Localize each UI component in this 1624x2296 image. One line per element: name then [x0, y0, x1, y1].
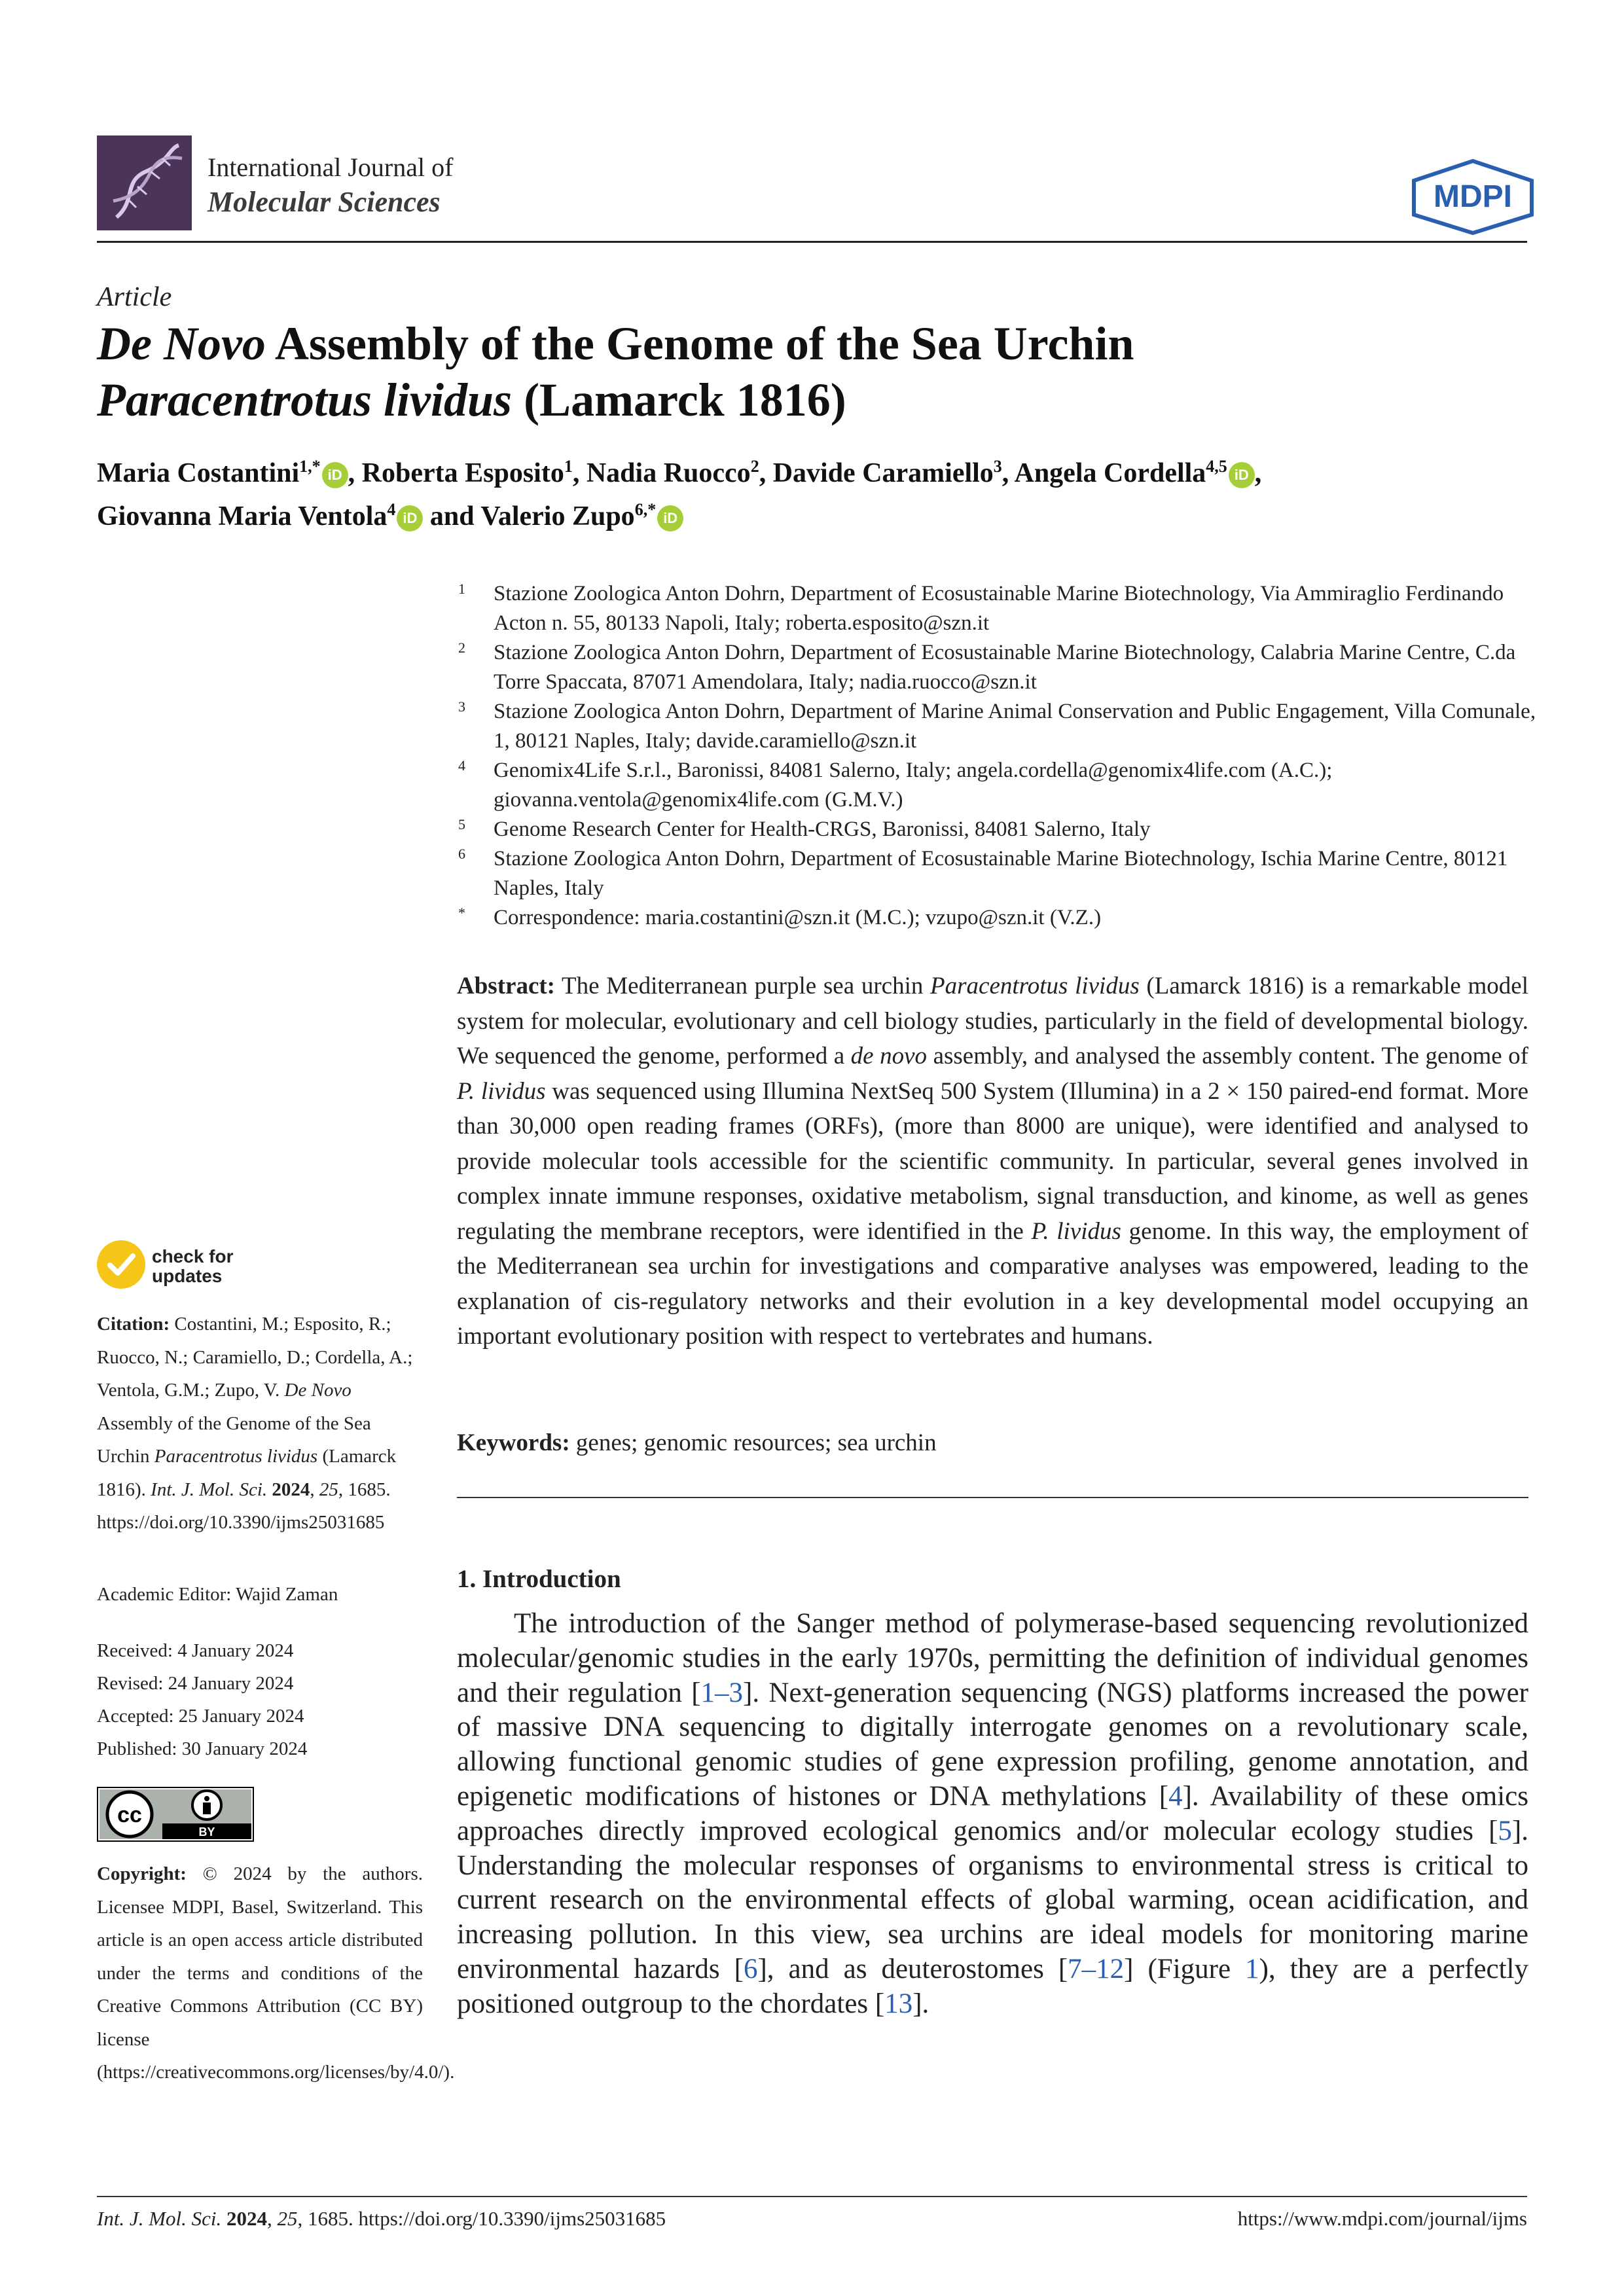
date-revised: Revised: 24 January 2024 — [97, 1673, 294, 1694]
abstract-species: P. lividus — [457, 1077, 546, 1105]
article-type: Article — [97, 282, 172, 312]
title-part-italic-3: Paracentrotus lividus — [97, 374, 513, 426]
author-name: Davide Caramiello — [772, 458, 994, 488]
affiliation-number: 5 — [458, 816, 465, 833]
check-updates-line2: updates — [152, 1266, 223, 1286]
date-received: Received: 4 January 2024 — [97, 1640, 294, 1661]
header-rule — [97, 241, 1527, 243]
section-heading-introduction: 1. Introduction — [457, 1565, 621, 1593]
check-for-updates-label[interactable] — [152, 1247, 234, 1286]
abstract-text: genome. In this way, the employment of the Mediterranean sea urchin for investigations and comparative analyses was empowered, leading to the explanation of cis-regulatory networks and their evolution in a key developmental model occupying an important evolutionary position with respect to vertebrates and humans. — [457, 1217, 1528, 1350]
affiliation-text: Stazione Zoologica Anton Dohrn, Department of Marine Animal Conservation and Public Engagement, Villa Comunale, 1, 80121 Naples, Italy; davide.caramiello@szn.it — [494, 700, 1536, 753]
author-affiliation-sup: 1 — [564, 457, 573, 476]
title-part-italic-1: De Novo — [97, 317, 266, 370]
footer-sep: , — [267, 2207, 278, 2230]
footer-journal-url[interactable]: https://www.mdpi.com/journal/ijms — [1237, 2207, 1527, 2230]
citation-block — [97, 1308, 423, 1539]
citation-link[interactable]: 1–3 — [700, 1677, 744, 1708]
cc-by-license-badge[interactable] — [97, 1787, 254, 1842]
intro-text: ]. Availability of these omics approaches directly improved ecological genomics and/or molecular ecology studies [ — [457, 1780, 1528, 1846]
citation-link[interactable]: 7–12 — [1068, 1953, 1125, 1984]
author-separator: , — [1254, 458, 1262, 488]
affiliation-number: 3 — [458, 698, 465, 715]
author-affiliation-sup: 4,5 — [1206, 457, 1227, 476]
orcid-icon[interactable]: iD — [1229, 462, 1255, 488]
affiliation-number: 4 — [458, 757, 465, 774]
author-separator: and — [423, 501, 481, 531]
footer-doi[interactable]: , 1685. https://doi.org/10.3390/ijms25031685 — [297, 2207, 666, 2230]
orcid-icon[interactable]: iD — [322, 462, 348, 488]
citation-link[interactable]: 6 — [743, 1953, 758, 1984]
author-name: Angela Cordella — [1014, 458, 1206, 488]
citation-text: De Novo — [284, 1380, 352, 1401]
author-affiliation-sup: 2 — [750, 457, 759, 476]
intro-text: ], and as deuterostomes [ — [757, 1953, 1068, 1984]
introduction-paragraph — [457, 1607, 1528, 2022]
author-name: Maria Costantini — [97, 458, 300, 488]
author-name: Nadia Ruocco — [586, 458, 751, 488]
affiliation-item — [458, 579, 1538, 638]
footer-rule — [97, 2196, 1527, 2197]
author-affiliation-sup: 3 — [993, 457, 1002, 476]
affiliation-item — [458, 815, 1538, 844]
author-list — [97, 448, 1527, 535]
citation-text: , — [310, 1479, 319, 1500]
citation-text: Int. J. Mol. Sci. — [151, 1479, 268, 1500]
citation-link[interactable]: 5 — [1498, 1815, 1512, 1846]
copyright-text: © 2024 by the authors. Licensee MDPI, Basel, Switzerland. This article is an open access article distributed under the terms and conditions of the Creative Commons Attribution (CC BY) license (https://creativecommons.org/licenses/by/4.0/). — [97, 1863, 455, 2083]
abstract-rule — [457, 1497, 1528, 1498]
affiliation-item — [458, 844, 1538, 903]
title-part-4: (Lamarck 1816) — [512, 374, 846, 426]
mdpi-logo[interactable] — [1407, 157, 1538, 236]
keywords-text: genes; genomic resources; sea urchin — [569, 1429, 937, 1456]
abstract-species: Paracentrotus lividus — [930, 973, 1140, 999]
figure-link[interactable]: 1 — [1245, 1953, 1259, 1984]
abstract — [457, 969, 1528, 1354]
affiliation-number: 6 — [458, 846, 465, 862]
journal-name-line1: International Journal of — [208, 152, 454, 182]
intro-text: ] (Figure — [1124, 1953, 1246, 1984]
abstract-text: The Mediterranean purple sea urchin — [555, 973, 931, 999]
title-part-2: Assembly of the Genome of the Sea Urchin — [265, 317, 1134, 370]
journal-logo — [97, 135, 192, 230]
citation-text: 25 — [319, 1479, 338, 1500]
intro-text: ]. Next-generation sequencing (NGS) platforms increased the power of massive DNA sequencing to digitally interrogate genomes on a revolutionary scale, allowing functional genomic studies of gene expression profiling, genome annotation, and epigenetic modifications of histones or DNA methylations [ — [457, 1677, 1528, 1812]
orcid-icon[interactable]: iD — [657, 505, 683, 531]
intro-text: The introduction of the Sanger method of polymerase-based sequencing revolutionized molecular/genomic studies in the early 1970s, permitting the definition of individual genomes and their regulation [ — [457, 1608, 1528, 1708]
citation-link[interactable]: 13 — [884, 1988, 913, 2019]
academic-editor: Academic Editor: Wajid Zaman — [97, 1584, 338, 1605]
keywords-label: Keywords: — [457, 1429, 570, 1456]
author-separator: , — [759, 458, 773, 488]
affiliation-text: Genome Research Center for Health-CRGS, Baronissi, 84081 Salerno, Italy — [494, 817, 1151, 841]
citation-text: Paracentrotus lividus — [154, 1446, 318, 1467]
affiliation-item — [458, 756, 1538, 815]
abstract-text: was sequenced using Illumina NextSeq 500 System (Illumina) in a 2 × 150 paired-end format. More than 30,000 open reading frames (ORFs), (more than 8000 are unique), were identified and analysed to provide molecular tools accessible for the scientific community. In particular, several genes involved in complex innate immune responses, oxidative metabolism, signal transduction, and kinome, as well as genes regulating the membrane receptors, were identified in the — [457, 1077, 1528, 1245]
mdpi-logo-text: MDPI — [1434, 179, 1512, 214]
check-for-updates-icon[interactable] — [97, 1240, 145, 1289]
citation-link[interactable]: 4 — [1168, 1780, 1183, 1812]
affiliation-number: 2 — [458, 639, 465, 656]
affiliation-text: Correspondence: maria.costantini@szn.it (M.C.); vzupo@szn.it (V.Z.) — [494, 906, 1102, 929]
affiliations — [458, 579, 1538, 933]
check-updates-line1: check for — [152, 1246, 234, 1266]
author-name: Roberta Esposito — [361, 458, 564, 488]
abstract-species: P. lividus — [1031, 1217, 1121, 1245]
affiliation-text: Stazione Zoologica Anton Dohrn, Department of Ecosustainable Marine Biotechnology, Ischia Marine Centre, 80121 Naples, Italy — [494, 847, 1508, 900]
author-affiliation-sup: 6,* — [634, 500, 657, 519]
affiliation-number: * — [458, 905, 465, 921]
author-separator: , — [348, 458, 362, 488]
copyright-label: Copyright: — [97, 1863, 187, 1884]
copyright-notice — [97, 1857, 455, 2089]
article-title — [97, 315, 1471, 428]
author-name: Giovanna Maria Ventola — [97, 501, 388, 531]
by-icon: BY — [198, 1825, 215, 1839]
affiliation-text: Stazione Zoologica Anton Dohrn, Department of Ecosustainable Marine Biotechnology, Calabria Marine Centre, C.da Torre Spaccata, 87071 Amendolara, Italy; nadia.ruocco@szn.it — [494, 641, 1516, 694]
intro-text: ), they are a perfectly positioned outgroup to the chordates [ — [457, 1953, 1529, 2019]
journal-name-line2: Molecular Sciences — [208, 186, 441, 218]
author-name: Valerio Zupo — [480, 501, 635, 531]
footer-volume: 25 — [277, 2207, 298, 2230]
footer-journal: Int. J. Mol. Sci. — [97, 2207, 222, 2230]
abstract-text: (Lamarck 1816) is a remarkable model system for molecular, evolutionary and cell biology studies, particularly in the field of developmental biology. We sequenced the genome, performed a — [457, 973, 1528, 1069]
affiliation-item — [458, 903, 1538, 933]
intro-text: ]. Understanding the molecular responses of organisms to environmental stress is critical to current research on the environmental effects of global warming, ocean acidification, and increasing pollution. In this view, sea urchins are ideal models for monitoring marine environmental hazards [ — [457, 1815, 1528, 1984]
affiliation-item — [458, 697, 1538, 756]
footer-year: 2024 — [221, 2207, 268, 2230]
affiliation-text: Genomix4Life S.r.l., Baronissi, 84081 Salerno, Italy; angela.cordella@genomix4life.com (A.C.); giovanna.ventola@genomix4life.com (G.M.V.) — [494, 759, 1333, 812]
abstract-italic: de novo — [850, 1043, 928, 1069]
citation-text: 2024 — [267, 1479, 310, 1500]
affiliation-item — [458, 638, 1538, 697]
abstract-label: Abstract: — [457, 973, 556, 999]
orcid-icon[interactable]: iD — [397, 505, 423, 531]
keywords — [457, 1427, 1528, 1460]
author-separator: , — [1001, 458, 1015, 488]
date-accepted: Accepted: 25 January 2024 — [97, 1706, 304, 1727]
abstract-text: assembly, and analysed the assembly content. The genome of — [927, 1043, 1528, 1069]
affiliation-text: Stazione Zoologica Anton Dohrn, Department of Ecosustainable Marine Biotechnology, Via Ammiraglio Ferdinando Acton n. 55, 80133 Napoli, Italy; roberta.esposito@szn.it — [494, 582, 1504, 635]
citation-label: Citation: — [97, 1314, 170, 1335]
citation-text: Costantini, M.; Esposito, R.; Ruocco, N.; Caramiello, D.; Cordella, A.; Ventola, G.M.; Zupo, V. — [97, 1314, 413, 1401]
author-separator: , — [572, 458, 586, 488]
affiliation-number: 1 — [458, 581, 465, 597]
author-affiliation-sup: 1,* — [299, 457, 321, 476]
publication-dates — [97, 1634, 307, 1765]
citation-text: Assembly of the Genome of the Sea Urchin — [97, 1412, 371, 1467]
cc-icon: cc — [117, 1803, 142, 1827]
intro-text: ]. — [912, 1988, 929, 2019]
date-published: Published: 30 January 2024 — [97, 1738, 308, 1759]
citation-text: (Lamarck 1816). — [97, 1446, 397, 1500]
author-affiliation-sup: 4 — [387, 500, 396, 519]
footer-citation — [97, 2207, 666, 2231]
citation-doi: , 1685. https://doi.org/10.3390/ijms25031685 — [97, 1479, 391, 1533]
